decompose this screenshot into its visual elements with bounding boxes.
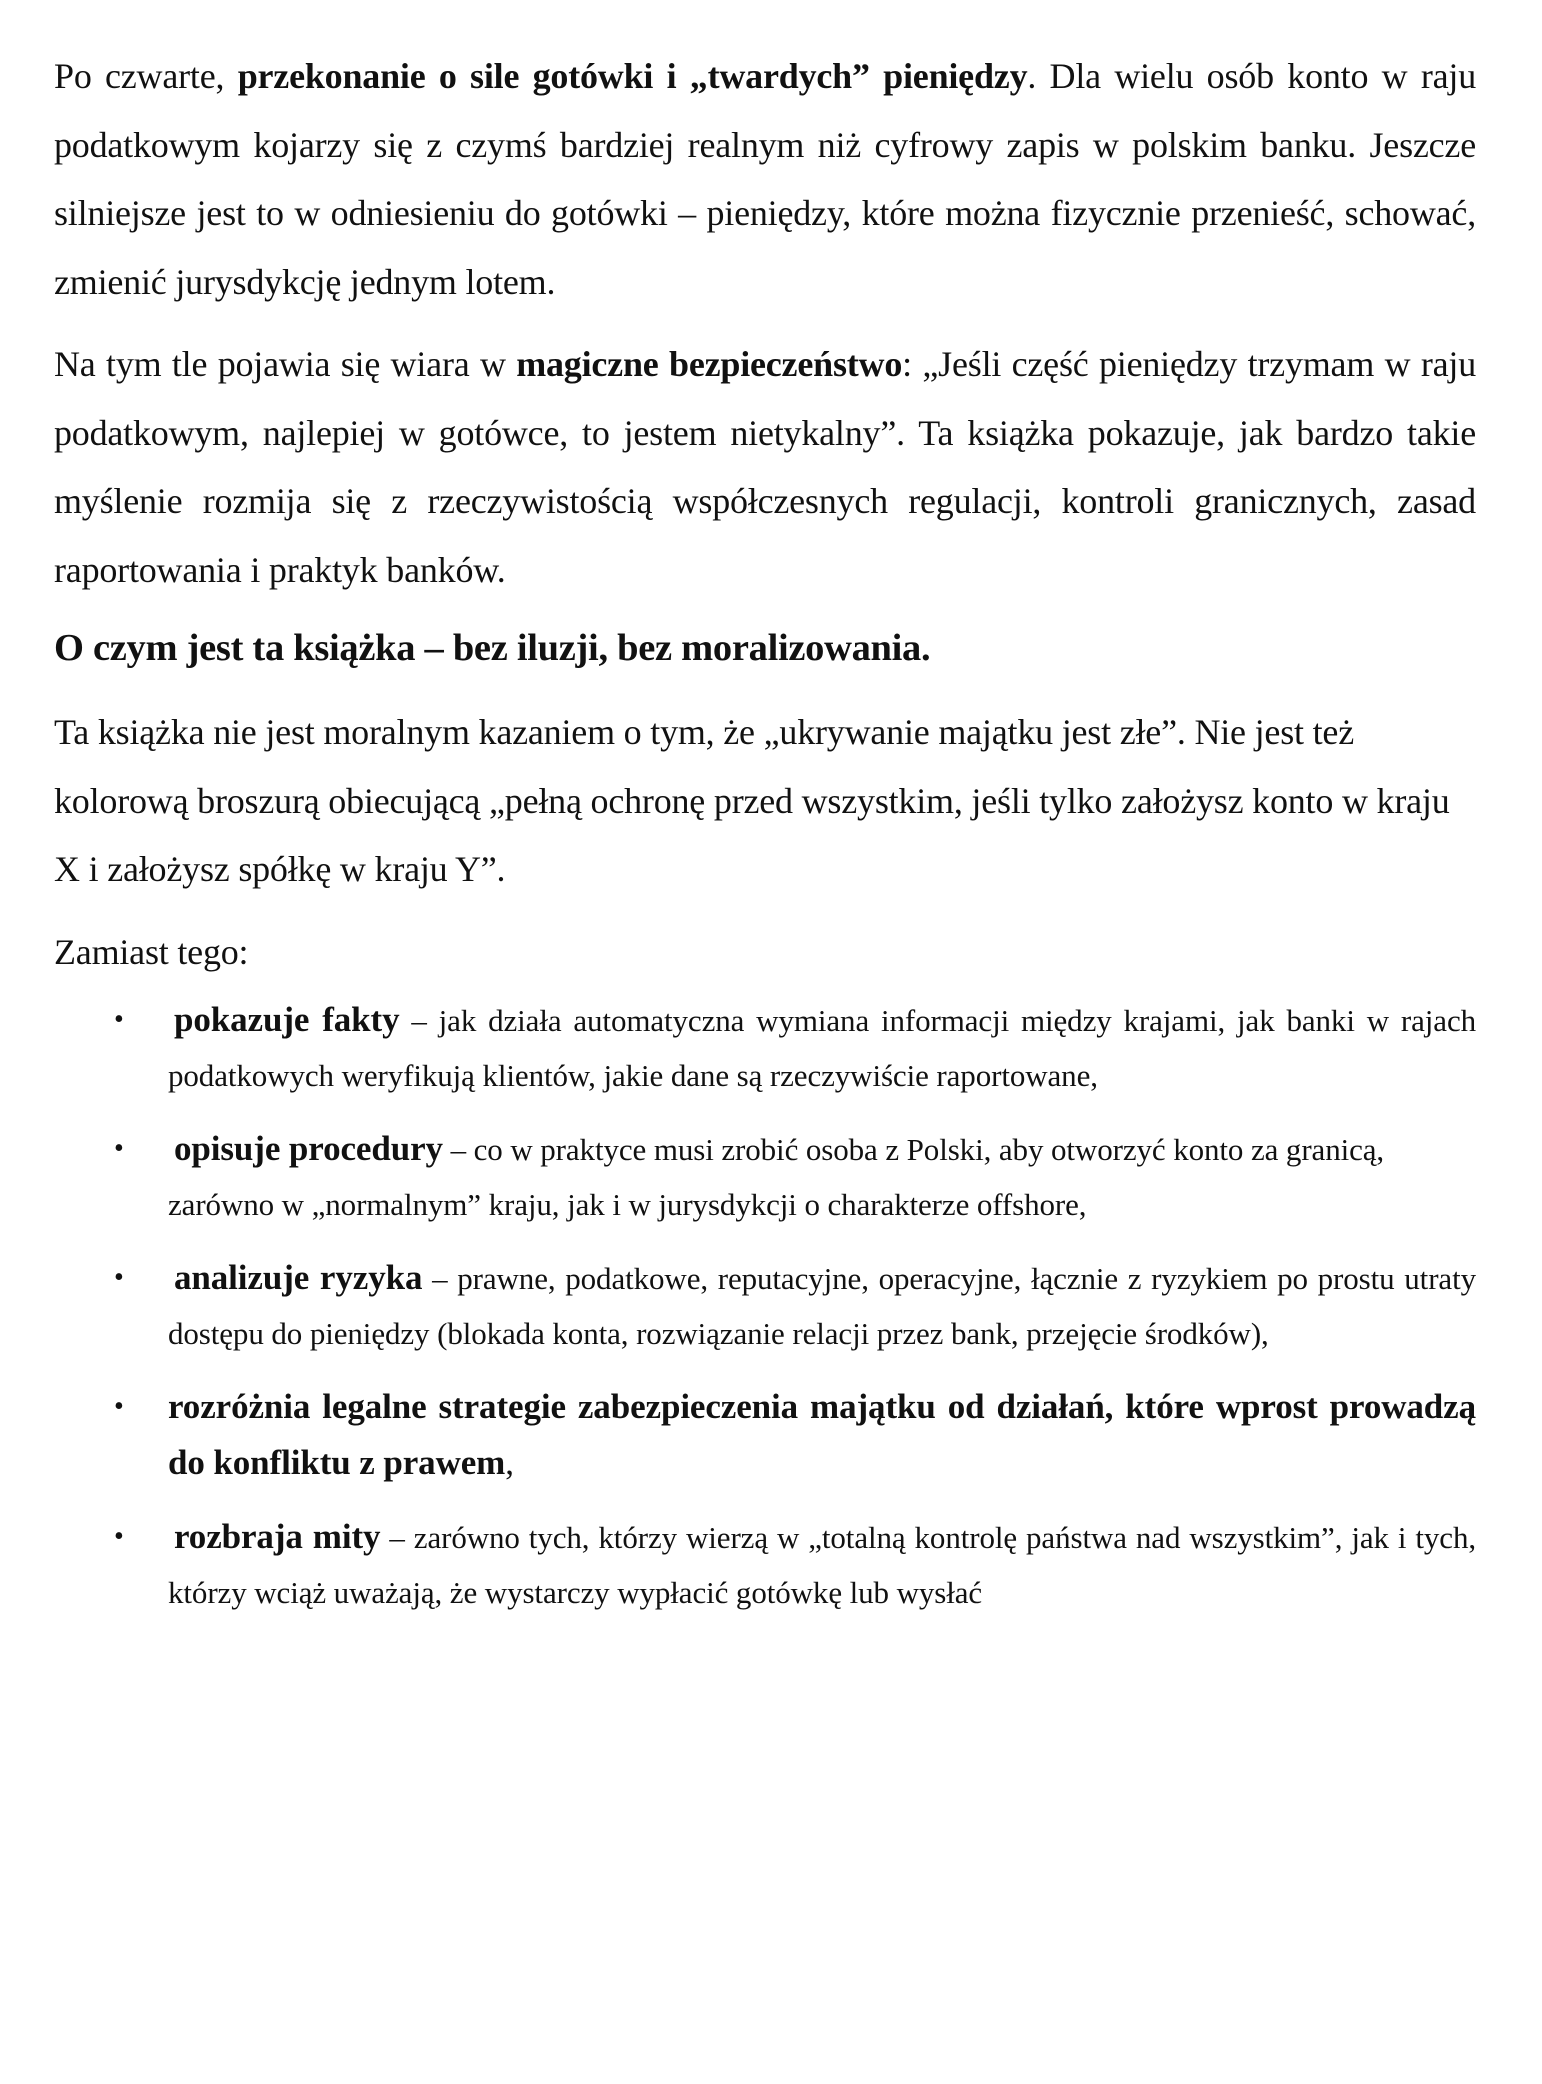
paragraph-magic-security: [54, 330, 1476, 604]
bullet-icon: •: [114, 1391, 124, 1422]
bullet-icon: •: [114, 1004, 124, 1035]
list-item-lead: opisuje procedury: [174, 1129, 443, 1168]
list-item: [54, 1379, 1476, 1491]
list-item-text: – zarówno tych, którzy wierzą w „totalną kontrolę państwa nad wszystkim”, jak i tych, którzy wciąż uważają, że wystarczy wypłacić gotówkę lub wysłać: [168, 1520, 1477, 1610]
bullet-icon: •: [114, 1262, 124, 1293]
paragraph-text: . Dla wielu osób konto w raju podatkowym kojarzy się z czymś bardziej realnym niż cyfrowy zapis w polskim banku. Jeszcze silniejsze jest to w odniesieniu do gotówki – pieniędzy, które można fizycznie przenieść, schować, zmienić jurysdykcję jednym lotem.: [54, 56, 1476, 302]
emphasis-text: magiczne bezpieczeństwo: [516, 344, 903, 384]
paragraph-cash-belief: [54, 42, 1476, 316]
list-item-text: – jak działa automatyczna wymiana informacji między krajami, jak banki w rajach podatkowych weryfikują klientów, jakie dane są rzeczywiście raportowane,: [168, 1003, 1477, 1093]
paragraph-not-sermon: Ta książka nie jest moralnym kazaniem o tym, że „ukrywanie majątku jest złe”. Nie jest też kolorową broszurą obiecującą „pełną ochronę przed wszystkim, jeśli tylko założysz konto w kraju X i założysz spółkę w kraju Y”.: [54, 712, 1450, 889]
bullet-list: [54, 992, 1476, 1620]
bullet-icon: •: [114, 1133, 124, 1164]
list-item: [54, 1121, 1476, 1232]
section-heading: O czym jest ta książka – bez iluzji, bez moralizowania.: [54, 627, 931, 669]
emphasis-text: przekonanie o sile gotówki i „twardych” pieniędzy: [237, 56, 1028, 96]
list-item-lead: rozróżnia legalne strategie zabezpieczenia majątku od działań, które wprost prowadzą do konfliktu z prawem: [168, 1387, 1476, 1482]
list-item-lead: pokazuje fakty: [174, 1000, 400, 1039]
bullet-icon: •: [114, 1521, 124, 1552]
list-item-lead: rozbraja mity: [174, 1517, 381, 1556]
paragraph-instead: Zamiast tego:: [54, 931, 249, 972]
list-item-text: ,: [505, 1443, 514, 1482]
paragraph-text: : „Jeśli część pieniędzy trzymam w raju podatkowym, najlepiej w gotówce, to jestem nietykalny”. Ta książka pokazuje, jak bardzo takie myślenie rozmija się z rzeczywistością współczesnych regulacji, kontroli granicznych, zasad raportowania i praktyk banków.: [54, 344, 1477, 590]
list-item: [54, 1250, 1476, 1361]
list-item-text: – co w praktyce musi zrobić osoba z Polski, aby otworzyć konto za granicą, zarówno w „normalnym” kraju, jak i w jurysdykcji o charakterze offshore,: [168, 1132, 1385, 1222]
list-item: [54, 992, 1476, 1103]
list-item-text: – prawne, podatkowe, reputacyjne, operacyjne, łącznie z ryzykiem po prostu utraty dostępu do pieniędzy (blokada konta, rozwiązanie relacji przez bank, przejęcie środków),: [168, 1261, 1476, 1351]
list-item: [54, 1509, 1476, 1620]
paragraph-text: Na tym tle pojawia się wiara w: [54, 344, 517, 384]
list-item-lead: analizuje ryzyka: [174, 1258, 423, 1297]
paragraph-text: Po czwarte,: [54, 56, 238, 96]
